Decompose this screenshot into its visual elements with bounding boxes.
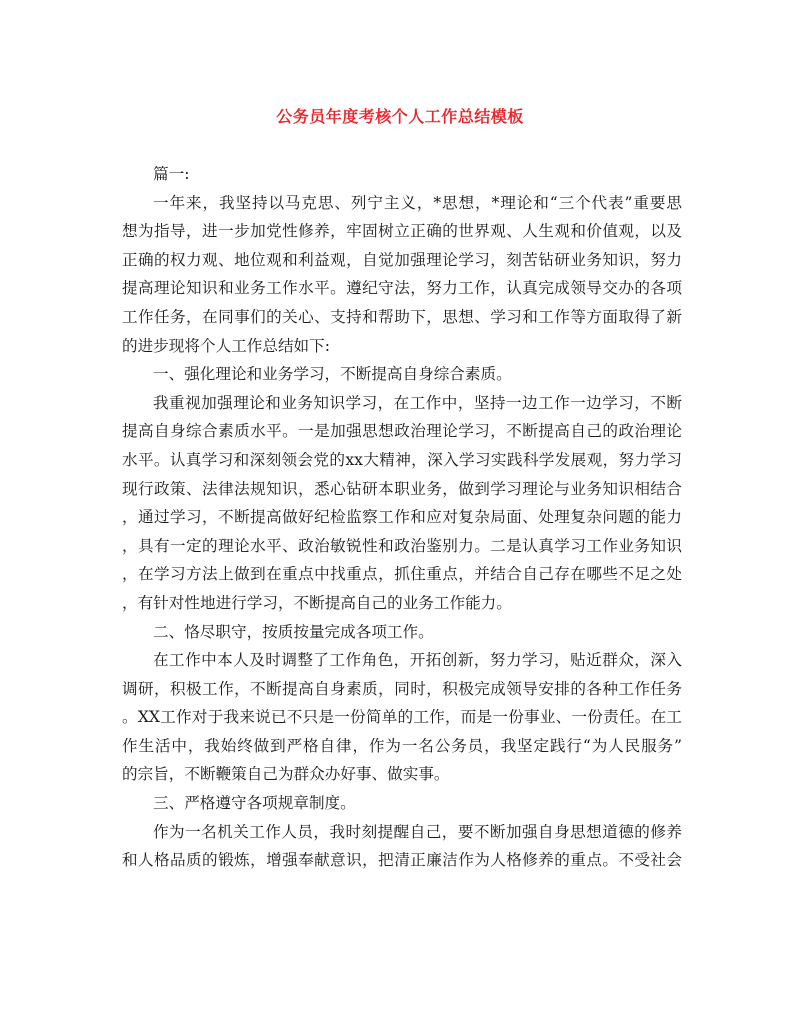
text-line: ，通过学习，不断提高做好纪检监察工作和应对复杂局面、处理复杂问题的能力 [122, 508, 682, 527]
text-line: 的宗旨，不断鞭策自己为群众办好事、做实事。 [122, 765, 450, 784]
text-line: 篇一: [153, 165, 190, 183]
text-line: ，有针对性地进行学习，不断提高自己的业务工作能力。 [122, 593, 512, 612]
text-line: 一、强化理论和业务学习，不断提高自身综合素质。 [153, 365, 512, 384]
document-title: 公务员年度考核个人工作总结模板 [276, 107, 524, 126]
text-line: 的进步现将个人工作总结如下: [122, 336, 330, 355]
text-line: 提高理论知识和业务工作水平。遵纪守法，努力工作，认真完成领导交办的各项 [122, 279, 682, 298]
text-line: 。XX工作对于我来说已不只是一份简单的工作，而是一份事业、一份责任。在工 [122, 708, 682, 727]
text-line: 在工作中本人及时调整了工作角色，开拓创新，努力学习，贴近群众，深入 [153, 651, 682, 670]
text-line: 提高自身综合素质水平。一是加强思想政治理论学习，不断提高自己的政治理论 [122, 422, 682, 441]
text-line: 调研，积极工作，不断提高自身素质，同时，积极完成领导安排的各种工作任务 [122, 679, 682, 698]
text-line: 我重视加强理论和业务知识学习，在工作中，坚持一边工作一边学习，不断 [153, 393, 682, 412]
text-line: 二、恪尽职守，按质按量完成各项工作。 [153, 622, 434, 641]
text-line: ，具有一定的理论水平、政治敏锐性和政治鉴别力。二是认真学习工作业务知识 [122, 536, 682, 555]
text-line: ，在学习方法上做到在重点中找重点，抓住重点，并结合自己存在哪些不足之处 [122, 565, 682, 584]
text-line: 和人格品质的锻炼，增强奉献意识，把清正廉洁作为人格修养的重点。不受社会 [122, 851, 682, 870]
text-line: 正确的权力观、地位观和利益观，自觉加强理论学习，刻苦钻研业务知识，努力 [122, 250, 682, 269]
text-line: 三、严格遵守各项规章制度。 [153, 794, 356, 813]
document-body [122, 160, 682, 875]
text-line: 现行政策、法律法规知识，悉心钻研本职业务，做到学习理论与业务知识相结合 [122, 479, 682, 498]
text-line: 作为一名机关工作人员，我时刻提醒自己，要不断加强自身思想道德的修养 [153, 822, 682, 841]
text-line: 一年来，我坚持以马克思、列宁主义，*思想，*理论和“三个代表”重要思 [153, 193, 682, 212]
text-line: 工作任务，在同事们的关心、支持和帮助下，思想、学习和工作等方面取得了新 [122, 307, 682, 326]
text-line: 水平。认真学习和深刻领会党的xx大精神，深入学习实践科学发展观，努力学习 [122, 450, 682, 469]
text-line: 想为指导，进一步加党性修养，牢固树立正确的世界观、人生观和价值观，以及 [122, 222, 682, 241]
text-line: 作生活中，我始终做到严格自律，作为一名公务员，我坚定践行“为人民服务” [122, 736, 682, 755]
